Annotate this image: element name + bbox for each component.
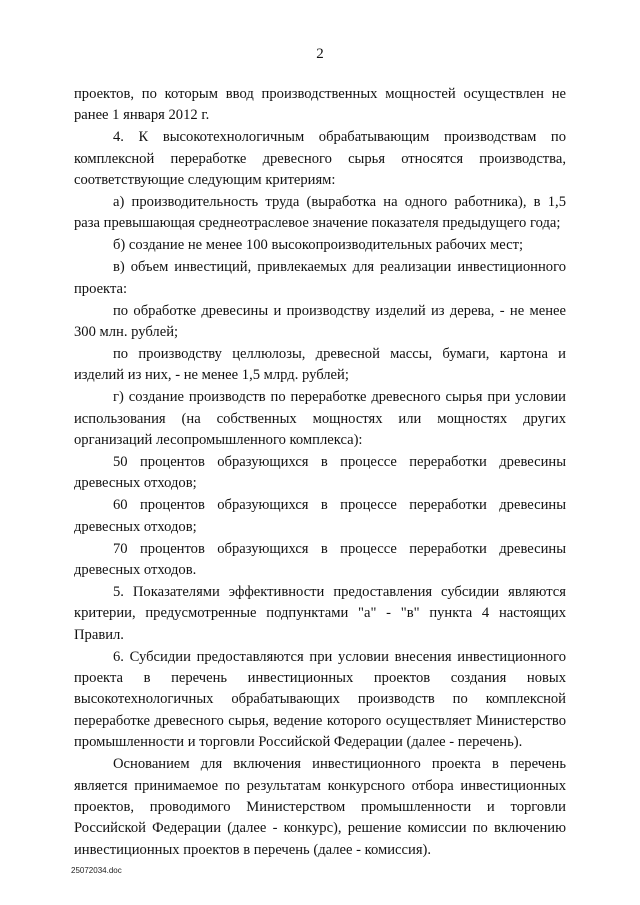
paragraph-pulp-production: по производству целлюлозы, древесной массы, бумаги, картона и изделий из них, - не менее 1,5 млрд. рублей; xyxy=(74,345,566,384)
paragraph-waste-70: 70 процентов образующихся в процессе переработки древесины древесных отходов. xyxy=(74,540,566,578)
paragraph-criterion-a: а) производительность труда (выработка на одного работника), в 1,5 раза превышающая среднеотраслевое значение показателя предыдущего года; xyxy=(74,194,566,232)
paragraph-item-6: 6. Субсидии предоставляются при условии внесения инвестиционного проекта в перечень инвестиционных проектов создания новых высокотехнологичных обрабатывающих производств по комплексной переработке древесного сырья, ведение которого осуществляет Министерство промышленности и торговли Российской Федерации (далее - перечень). xyxy=(74,648,566,751)
document-body xyxy=(74,84,566,862)
paragraph-waste-60: 60 процентов образующихся в процессе переработки древесины древесных отходов; xyxy=(74,497,566,535)
paragraph-criterion-b: б) создание не менее 100 высокопроизводительных рабочих мест; xyxy=(113,237,524,254)
page-number: 2 xyxy=(316,46,324,62)
paragraph-wood-processing: по обработке древесины и производству изделий из дерева, - не менее 300 млн. рублей; xyxy=(74,302,566,340)
paragraph-waste-50: 50 процентов образующихся в процессе переработки древесины древесных отходов; xyxy=(74,453,566,492)
footer-filename: 25072034.doc xyxy=(71,866,122,875)
paragraph-continuation: проектов, по которым ввод производственных мощностей осуществлен не ранее 1 января 2012 г. xyxy=(74,86,566,124)
paragraph-basis: Основанием для включения инвестиционного проекта в перечень является принимаемое по результатам конкурсного отбора инвестиционных проектов, проводимого Министерством промышленности и торговли Российской Федерации (далее - конкурс), решение комиссии по включению инвестиционных проектов в перечень (далее - комиссия). xyxy=(74,756,566,858)
paragraph-item-4: 4. К высокотехнологичным обрабатывающим производствам по комплексной переработке древесного сырья относятся производства, соответствующие следующим критериям: xyxy=(74,129,566,189)
paragraph-item-5: 5. Показателями эффективности предоставления субсидии являются критерии, предусмотренные подпунктами "а" - "в" пункта 4 настоящих Правил. xyxy=(74,583,566,643)
paragraph-criterion-g: г) создание производств по переработке древесного сырья при условии использования (на собственных мощностях или мощностях других организаций лесопромышленного комплекса): xyxy=(74,389,566,448)
paragraph-criterion-v: в) объем инвестиций, привлекаемых для реализации инвестиционного проекта: xyxy=(74,259,566,297)
